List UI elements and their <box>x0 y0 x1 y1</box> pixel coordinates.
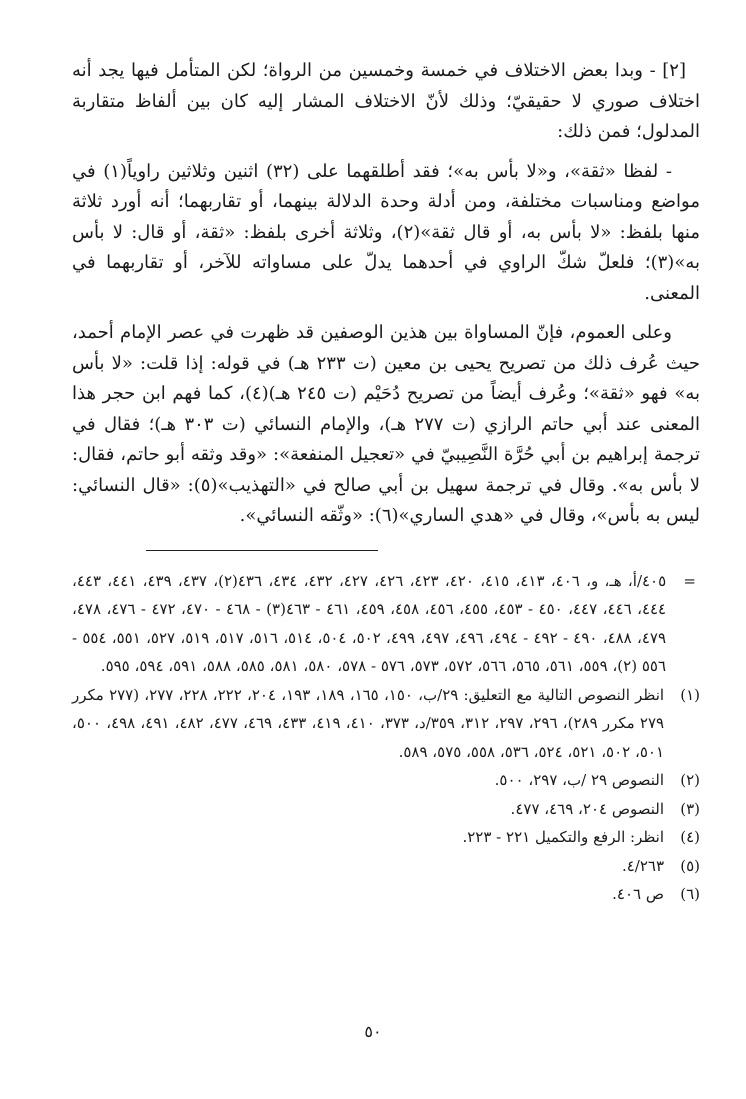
footnote-marker: (٢) <box>680 771 700 789</box>
footnote-text: ٤/٢٦٣. <box>621 856 664 875</box>
footnote-marker: (٥) <box>680 856 700 875</box>
footnote-text: انظر النصوص التالية مع التعليق: ٢٩/ب، ١٥٠، ١٦٥، ١٨٩، ١٩٣، ٢٠٤، ٢٢٢، ٢٢٨، ٢٧٧، (٢٧٧ مكرر ٢٧٩ مكرر ٢٨٩)، ٢٩٦، ٢٩٧، ٣١٢، ٣٥٩/د، ٣٧٣، ٤١٠، ٤١٩، ٤٣٣، ٤٦٩، ٤٧٧، ٤٨٢، ٤٩١، ٤٩٨، ٥٠٠، ٥٠١، ٥٠٢، ٥٢١، ٥٢٤، ٥٣٦، ٥٥٨، ٥٧٥، ٥٨٩. <box>72 685 665 761</box>
footnote-text: النصوص ٢٩ /ب، ٢٩٧، ٥٠٠. <box>494 771 664 789</box>
continuation-marker: = <box>683 571 696 590</box>
paragraph-3: وعلى العموم، فإنّ المساواة بين هذين الوصفين قد ظهرت في عصر الإمام أحمد، حيث عُرف ذلك من تصريح يحيى بن معين (ت ٢٣٣ هـ) في قوله: إذا قلت: «لا بأس به» فهو «ثقة»؛ وعُرف أيضاً من تصريح دُحَيْم (ت ٢٤٥ هـ)(٤)، كما فهم ابن حجر هذا المعنى عند أبي حاتم الرازي (ت ٢٧٧ هـ)، والإمام النسائي (ت ٣٠٣ هـ)؛ فقال في ترجمة إبراهيم بن أبي حُرَّة النَّصِيبيّ في «تعجيل المنفعة»: «وقد وثقه أبو حاتم، فقال: لا بأس به». وقال في ترجمة سهيل بن أبي صالح في «التهذيب»(٥): «قال النسائي: ليس به بأس»، وقال في «هدي الساري»(٦): «وثّقه النسائي». <box>72 322 700 526</box>
footnote-marker: (١) <box>680 685 700 704</box>
footnote-text: انظر: الرفع والتكميل ٢٢١ - ٢٢٣. <box>462 828 664 846</box>
main-text <box>72 56 700 532</box>
footnote-2 <box>72 766 700 795</box>
footnote-divider <box>146 550 378 551</box>
footnote-4 <box>72 823 700 852</box>
paragraph-1: [٢] - وبدا بعض الاختلاف في خمسة وخمسين من الرواة؛ لكن المتأمل فيها يجد أنه اختلاف صوري لا حقيقيّ؛ وذلك لأنّ الاختلاف المشار إليه كان بين ألفاظ متقاربة المدلول؛ فمن ذلك: <box>72 60 700 142</box>
footnote-5 <box>72 852 700 881</box>
footnote-6 <box>72 880 700 909</box>
footnote-marker: (٤) <box>680 828 700 846</box>
footnotes <box>72 567 700 909</box>
footnote-text: النصوص ٢٠٤، ٤٦٩، ٤٧٧. <box>510 799 664 818</box>
footnote-1 <box>72 681 700 767</box>
footnote-text: ص ٤٠٦. <box>612 885 664 903</box>
paragraph-2: - لفظا «ثقة»، و«لا بأس به»؛ فقد أطلقهما على (٣٢) اثنين وثلاثين راوياً(١) في مواضع ومناسبات مختلفة، ومن أدلة وحدة الدلالة بينهما، أو تقاربهما؛ أنه أورد ثلاثة منها بلفظ: «لا بأس به، أو قال ثقة»(٢)، وثلاثة أخرى بلفظ: «ثقة، أو قال: لا بأس به»(٣)؛ فلعلّ شكّ الراوي في أحدهما يدلّ على مساواته للآخر، أو تقاربهما في المعنى. <box>72 160 700 304</box>
footnote-3 <box>72 795 700 824</box>
footnote-marker: (٦) <box>680 885 700 903</box>
footnote-marker: (٣) <box>680 799 700 818</box>
footnote-continuation-text: ٤٠٥/أ، هـ، و، ٤٠٦، ٤١٣، ٤١٥، ٤٢٠، ٤٢٣، ٤٢٦، ٤٢٧، ٤٣٢، ٤٣٤، ٤٣٦(٢)، ٤٣٧، ٤٣٩، ٤٤١، ٤٤٣، ٤٤٤، ٤٤٦، ٤٤٧، ٤٥٠ - ٤٥٣، ٤٥٥، ٤٥٦، ٤٥٨، ٤٥٩، ٤٦١ - ٤٦٣(٣) - ٤٦٨ - ٤٧٠، ٤٧٢ - ٤٧٦، ٤٧٨، ٤٧٩، ٤٨٨، ٤٩٠ - ٤٩٢ - ٤٩٤، ٤٩٦، ٤٩٧، ٤٩٩، ٥٠٢، ٥٠٤، ٥١٤، ٥١٦، ٥١٧، ٥١٩، ٥٢٧، ٥٥١، ٥٥٤ - ٥٥٦ (٢)، ٥٥٩، ٥٦١، ٥٦٥، ٥٦٦، ٥٧٢، ٥٧٣، ٥٧٦ - ٥٧٨، ٥٨٠، ٥٨١، ٥٨٥، ٥٨٨، ٥٩١، ٥٩٤، ٥٩٥. <box>72 571 667 675</box>
page-number: ٥٠ <box>364 1022 382 1041</box>
footnote-continuation <box>72 567 700 681</box>
